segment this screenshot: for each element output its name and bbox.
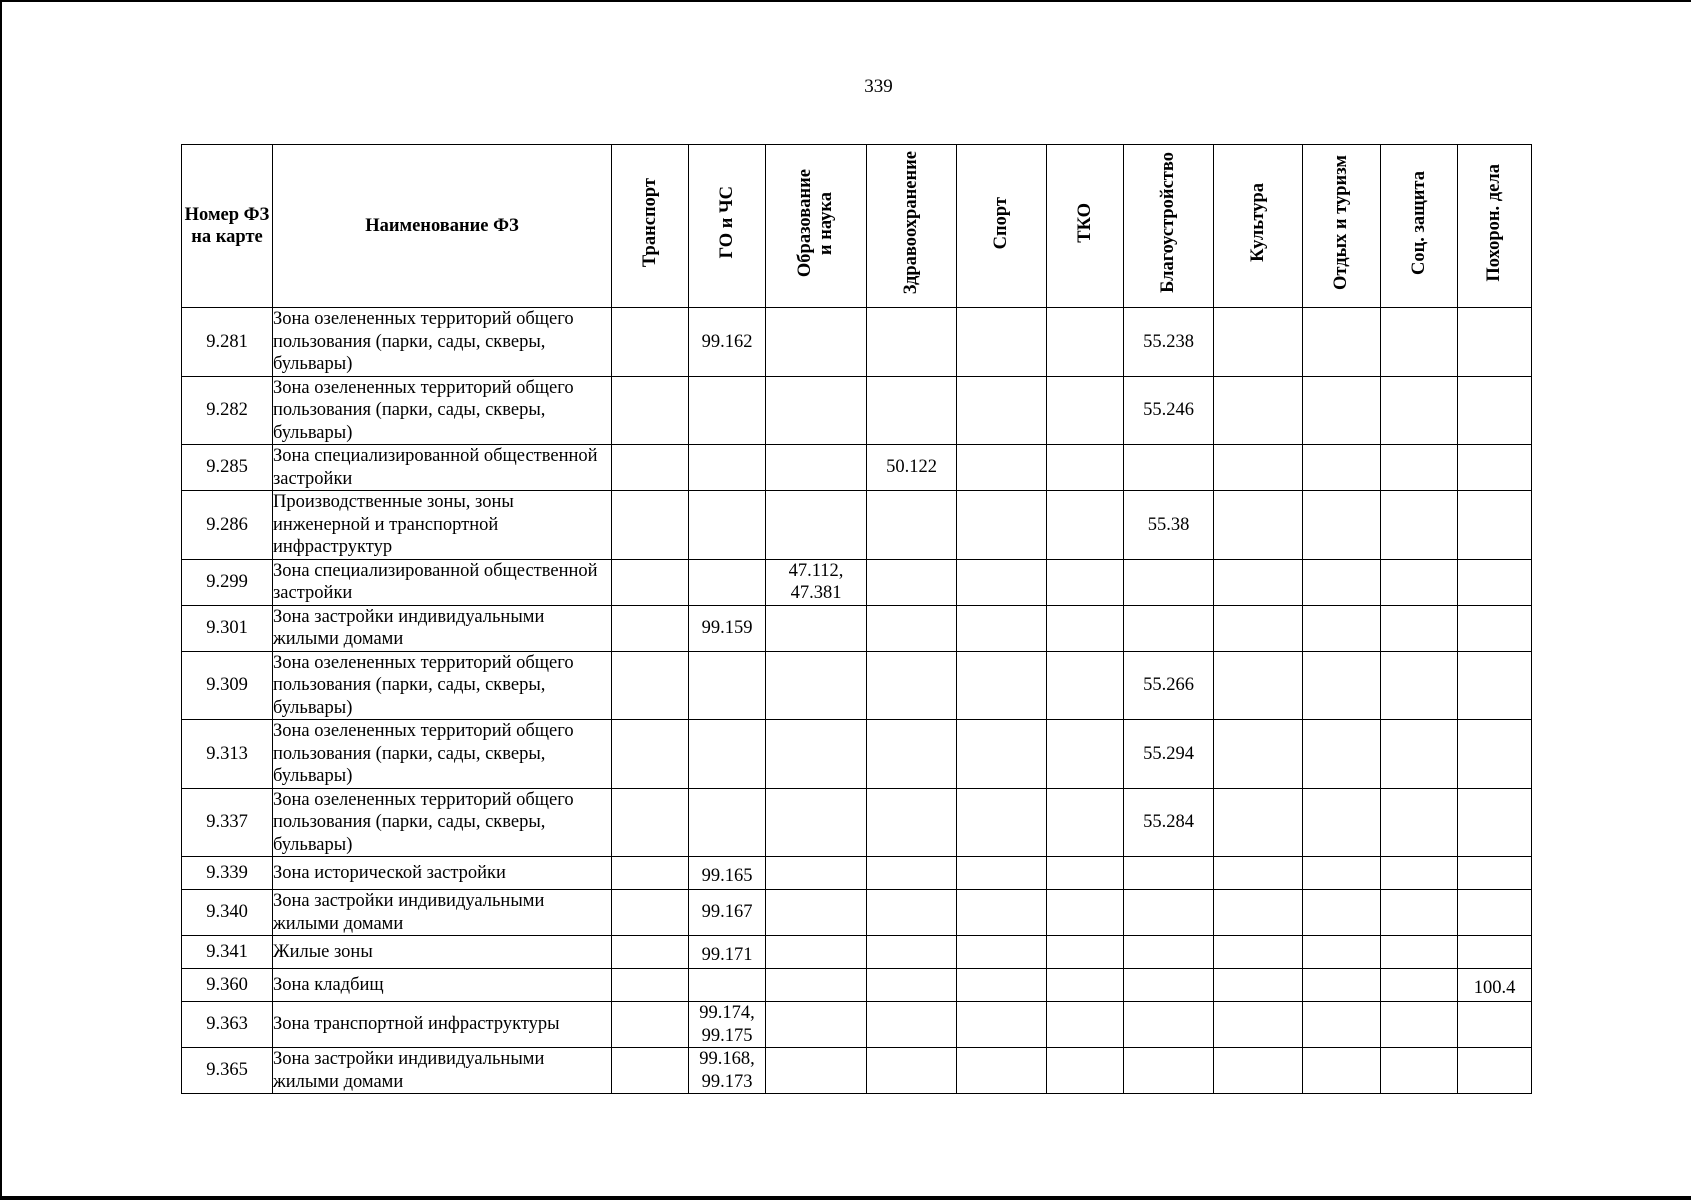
- cell-sport: [957, 445, 1047, 491]
- table-row: [182, 890, 1532, 936]
- row-name: Производственные зоны, зоны инженерной и транспортной инфраструктур: [273, 491, 612, 560]
- table-row: [182, 376, 1532, 445]
- header-number: Номер ФЗ на карте: [182, 145, 273, 308]
- header-culture: Культура: [1214, 145, 1303, 308]
- cell-recreation: [1303, 491, 1381, 560]
- cell-culture: [1214, 376, 1303, 445]
- table-row: [182, 559, 1532, 605]
- cell-recreation: [1303, 788, 1381, 857]
- cell-transport: [612, 788, 689, 857]
- header-tko: ТКО: [1047, 145, 1124, 308]
- cell-improvement: 55.238: [1124, 308, 1214, 377]
- cell-culture: [1214, 720, 1303, 789]
- cell-go-chs: [689, 376, 766, 445]
- cell-health: [867, 1048, 957, 1094]
- table-header-row: [182, 145, 1532, 308]
- cell-social: [1381, 720, 1458, 789]
- cell-go-chs: 99.159: [689, 605, 766, 651]
- cell-sport: [957, 491, 1047, 560]
- cell-tko: [1047, 376, 1124, 445]
- cell-funeral: [1458, 445, 1532, 491]
- table-row: [182, 720, 1532, 789]
- table-row: [182, 445, 1532, 491]
- cell-tko: [1047, 1002, 1124, 1048]
- cell-education: [766, 969, 867, 1002]
- cell-education: [766, 445, 867, 491]
- cell-funeral: [1458, 720, 1532, 789]
- cell-culture: [1214, 890, 1303, 936]
- row-number: 9.309: [182, 651, 273, 720]
- table-row: [182, 1048, 1532, 1094]
- cell-education: [766, 936, 867, 969]
- cell-culture: [1214, 788, 1303, 857]
- cell-education: [766, 605, 867, 651]
- table-row: [182, 788, 1532, 857]
- cell-culture: [1214, 969, 1303, 1002]
- row-number: 9.285: [182, 445, 273, 491]
- cell-culture: [1214, 936, 1303, 969]
- cell-health: [867, 376, 957, 445]
- cell-culture: [1214, 491, 1303, 560]
- cell-education: [766, 308, 867, 377]
- header-social: Соц. защита: [1381, 145, 1458, 308]
- cell-culture: [1214, 605, 1303, 651]
- cell-go-chs: [689, 969, 766, 1002]
- row-number: 9.299: [182, 559, 273, 605]
- table-row: [182, 651, 1532, 720]
- table-row: [182, 969, 1532, 1002]
- cell-recreation: [1303, 445, 1381, 491]
- cell-transport: [612, 1048, 689, 1094]
- cell-social: [1381, 376, 1458, 445]
- row-name: Зона озелененных территорий общего пользования (парки, сады, скверы, бульвары): [273, 651, 612, 720]
- cell-improvement: [1124, 445, 1214, 491]
- cell-health: [867, 936, 957, 969]
- cell-improvement: [1124, 857, 1214, 890]
- cell-health: [867, 605, 957, 651]
- row-name: Зона специализированной общественной застройки: [273, 445, 612, 491]
- cell-funeral: [1458, 936, 1532, 969]
- page-number: 339: [864, 76, 893, 97]
- cell-social: [1381, 857, 1458, 890]
- cell-improvement: 55.266: [1124, 651, 1214, 720]
- cell-funeral: [1458, 308, 1532, 377]
- row-name: Зона транспортной инфраструктуры: [273, 1002, 612, 1048]
- cell-recreation: [1303, 936, 1381, 969]
- cell-funeral: [1458, 651, 1532, 720]
- cell-sport: [957, 308, 1047, 377]
- row-name: Жилые зоны: [273, 936, 612, 969]
- table-row: [182, 491, 1532, 560]
- row-number: 9.360: [182, 969, 273, 1002]
- row-number: 9.282: [182, 376, 273, 445]
- cell-funeral: [1458, 1002, 1532, 1048]
- cell-funeral: [1458, 788, 1532, 857]
- row-number: 9.339: [182, 857, 273, 890]
- cell-improvement: [1124, 1048, 1214, 1094]
- row-name: Зона озелененных территорий общего пользования (парки, сады, скверы, бульвары): [273, 376, 612, 445]
- cell-transport: [612, 559, 689, 605]
- cell-culture: [1214, 857, 1303, 890]
- cell-sport: [957, 936, 1047, 969]
- cell-social: [1381, 308, 1458, 377]
- cell-go-chs: [689, 559, 766, 605]
- cell-transport: [612, 605, 689, 651]
- cell-education: [766, 857, 867, 890]
- cell-recreation: [1303, 651, 1381, 720]
- cell-recreation: [1303, 890, 1381, 936]
- cell-tko: [1047, 559, 1124, 605]
- cell-tko: [1047, 969, 1124, 1002]
- cell-go-chs: 99.165: [689, 857, 766, 890]
- cell-tko: [1047, 605, 1124, 651]
- cell-transport: [612, 857, 689, 890]
- cell-social: [1381, 1048, 1458, 1094]
- cell-go-chs: 99.174, 99.175: [689, 1002, 766, 1048]
- cell-health: [867, 559, 957, 605]
- header-name: Наименование ФЗ: [273, 145, 612, 308]
- cell-education: [766, 651, 867, 720]
- cell-recreation: [1303, 1002, 1381, 1048]
- cell-funeral: [1458, 890, 1532, 936]
- cell-transport: [612, 445, 689, 491]
- cell-improvement: [1124, 1002, 1214, 1048]
- page-frame-left: [0, 0, 2, 1200]
- header-recreation: Отдых и туризм: [1303, 145, 1381, 308]
- cell-health: [867, 720, 957, 789]
- cell-health: [867, 308, 957, 377]
- cell-go-chs: [689, 651, 766, 720]
- cell-social: [1381, 651, 1458, 720]
- cell-recreation: [1303, 605, 1381, 651]
- cell-transport: [612, 890, 689, 936]
- zones-table: [181, 144, 1532, 1094]
- row-name: Зона озелененных территорий общего пользования (парки, сады, скверы, бульвары): [273, 720, 612, 789]
- cell-tko: [1047, 857, 1124, 890]
- cell-social: [1381, 605, 1458, 651]
- cell-sport: [957, 376, 1047, 445]
- cell-sport: [957, 720, 1047, 789]
- cell-recreation: [1303, 559, 1381, 605]
- cell-social: [1381, 559, 1458, 605]
- cell-transport: [612, 1002, 689, 1048]
- cell-go-chs: 99.168, 99.173: [689, 1048, 766, 1094]
- header-education: Образование и наука: [766, 145, 867, 308]
- header-health: Здравоохранение: [867, 145, 957, 308]
- cell-improvement: 55.284: [1124, 788, 1214, 857]
- cell-sport: [957, 788, 1047, 857]
- row-name: Зона озелененных территорий общего пользования (парки, сады, скверы, бульвары): [273, 308, 612, 377]
- header-improvement: Благоустройство: [1124, 145, 1214, 308]
- cell-education: [766, 491, 867, 560]
- cell-transport: [612, 491, 689, 560]
- cell-go-chs: [689, 491, 766, 560]
- row-name: Зона застройки индивидуальными жилыми домами: [273, 890, 612, 936]
- cell-health: [867, 651, 957, 720]
- cell-tko: [1047, 936, 1124, 969]
- row-number: 9.337: [182, 788, 273, 857]
- cell-recreation: [1303, 857, 1381, 890]
- cell-funeral: [1458, 559, 1532, 605]
- cell-improvement: [1124, 936, 1214, 969]
- page-frame-top: [0, 0, 1691, 2]
- row-number: 9.286: [182, 491, 273, 560]
- header-sport: Спорт: [957, 145, 1047, 308]
- cell-improvement: [1124, 969, 1214, 1002]
- cell-sport: [957, 890, 1047, 936]
- cell-health: [867, 491, 957, 560]
- cell-tko: [1047, 491, 1124, 560]
- row-name: Зона специализированной общественной застройки: [273, 559, 612, 605]
- header-go-chs: ГО и ЧС: [689, 145, 766, 308]
- cell-health: [867, 969, 957, 1002]
- row-name: Зона застройки индивидуальными жилыми домами: [273, 1048, 612, 1094]
- cell-improvement: 55.294: [1124, 720, 1214, 789]
- cell-culture: [1214, 651, 1303, 720]
- cell-sport: [957, 857, 1047, 890]
- cell-recreation: [1303, 1048, 1381, 1094]
- row-number: 9.340: [182, 890, 273, 936]
- cell-improvement: [1124, 605, 1214, 651]
- cell-funeral: [1458, 1048, 1532, 1094]
- cell-education: [766, 376, 867, 445]
- cell-go-chs: [689, 788, 766, 857]
- cell-culture: [1214, 445, 1303, 491]
- cell-tko: [1047, 651, 1124, 720]
- cell-tko: [1047, 308, 1124, 377]
- cell-transport: [612, 376, 689, 445]
- cell-social: [1381, 936, 1458, 969]
- cell-improvement: [1124, 890, 1214, 936]
- cell-improvement: 55.38: [1124, 491, 1214, 560]
- row-name: Зона кладбищ: [273, 969, 612, 1002]
- cell-education: [766, 720, 867, 789]
- cell-go-chs: 99.167: [689, 890, 766, 936]
- cell-education: 47.112, 47.381: [766, 559, 867, 605]
- cell-education: [766, 1048, 867, 1094]
- cell-social: [1381, 491, 1458, 560]
- row-name: Зона застройки индивидуальными жилыми домами: [273, 605, 612, 651]
- cell-funeral: [1458, 491, 1532, 560]
- cell-go-chs: [689, 720, 766, 789]
- page-frame-bottom: [0, 1196, 1691, 1200]
- cell-transport: [612, 936, 689, 969]
- cell-transport: [612, 651, 689, 720]
- table-row: [182, 936, 1532, 969]
- cell-recreation: [1303, 969, 1381, 1002]
- cell-transport: [612, 720, 689, 789]
- cell-health: 50.122: [867, 445, 957, 491]
- cell-funeral: [1458, 376, 1532, 445]
- cell-recreation: [1303, 720, 1381, 789]
- cell-culture: [1214, 1048, 1303, 1094]
- cell-sport: [957, 559, 1047, 605]
- cell-sport: [957, 1048, 1047, 1094]
- cell-funeral: 100.4: [1458, 969, 1532, 1002]
- cell-social: [1381, 969, 1458, 1002]
- table-row: [182, 1002, 1532, 1048]
- cell-transport: [612, 969, 689, 1002]
- cell-health: [867, 857, 957, 890]
- cell-tko: [1047, 720, 1124, 789]
- cell-tko: [1047, 445, 1124, 491]
- row-number: 9.341: [182, 936, 273, 969]
- cell-culture: [1214, 559, 1303, 605]
- cell-improvement: [1124, 559, 1214, 605]
- row-number: 9.301: [182, 605, 273, 651]
- header-funeral: Похорон. дела: [1458, 145, 1532, 308]
- cell-health: [867, 788, 957, 857]
- cell-social: [1381, 1002, 1458, 1048]
- row-number: 9.365: [182, 1048, 273, 1094]
- row-name: Зона исторической застройки: [273, 857, 612, 890]
- header-transport: Транспорт: [612, 145, 689, 308]
- row-number: 9.363: [182, 1002, 273, 1048]
- table-row: [182, 857, 1532, 890]
- cell-culture: [1214, 1002, 1303, 1048]
- cell-tko: [1047, 788, 1124, 857]
- cell-sport: [957, 651, 1047, 720]
- cell-health: [867, 1002, 957, 1048]
- cell-sport: [957, 1002, 1047, 1048]
- row-number: 9.313: [182, 720, 273, 789]
- cell-tko: [1047, 1048, 1124, 1094]
- cell-tko: [1047, 890, 1124, 936]
- cell-transport: [612, 308, 689, 377]
- table-row: [182, 308, 1532, 377]
- cell-funeral: [1458, 857, 1532, 890]
- cell-sport: [957, 969, 1047, 1002]
- cell-recreation: [1303, 376, 1381, 445]
- cell-social: [1381, 890, 1458, 936]
- cell-go-chs: [689, 445, 766, 491]
- row-name: Зона озелененных территорий общего пользования (парки, сады, скверы, бульвары): [273, 788, 612, 857]
- cell-health: [867, 890, 957, 936]
- cell-go-chs: 99.171: [689, 936, 766, 969]
- cell-funeral: [1458, 605, 1532, 651]
- cell-social: [1381, 788, 1458, 857]
- cell-social: [1381, 445, 1458, 491]
- cell-go-chs: 99.162: [689, 308, 766, 377]
- cell-improvement: 55.246: [1124, 376, 1214, 445]
- cell-recreation: [1303, 308, 1381, 377]
- cell-education: [766, 788, 867, 857]
- cell-culture: [1214, 308, 1303, 377]
- cell-education: [766, 1002, 867, 1048]
- cell-sport: [957, 605, 1047, 651]
- cell-education: [766, 890, 867, 936]
- table-row: [182, 605, 1532, 651]
- row-number: 9.281: [182, 308, 273, 377]
